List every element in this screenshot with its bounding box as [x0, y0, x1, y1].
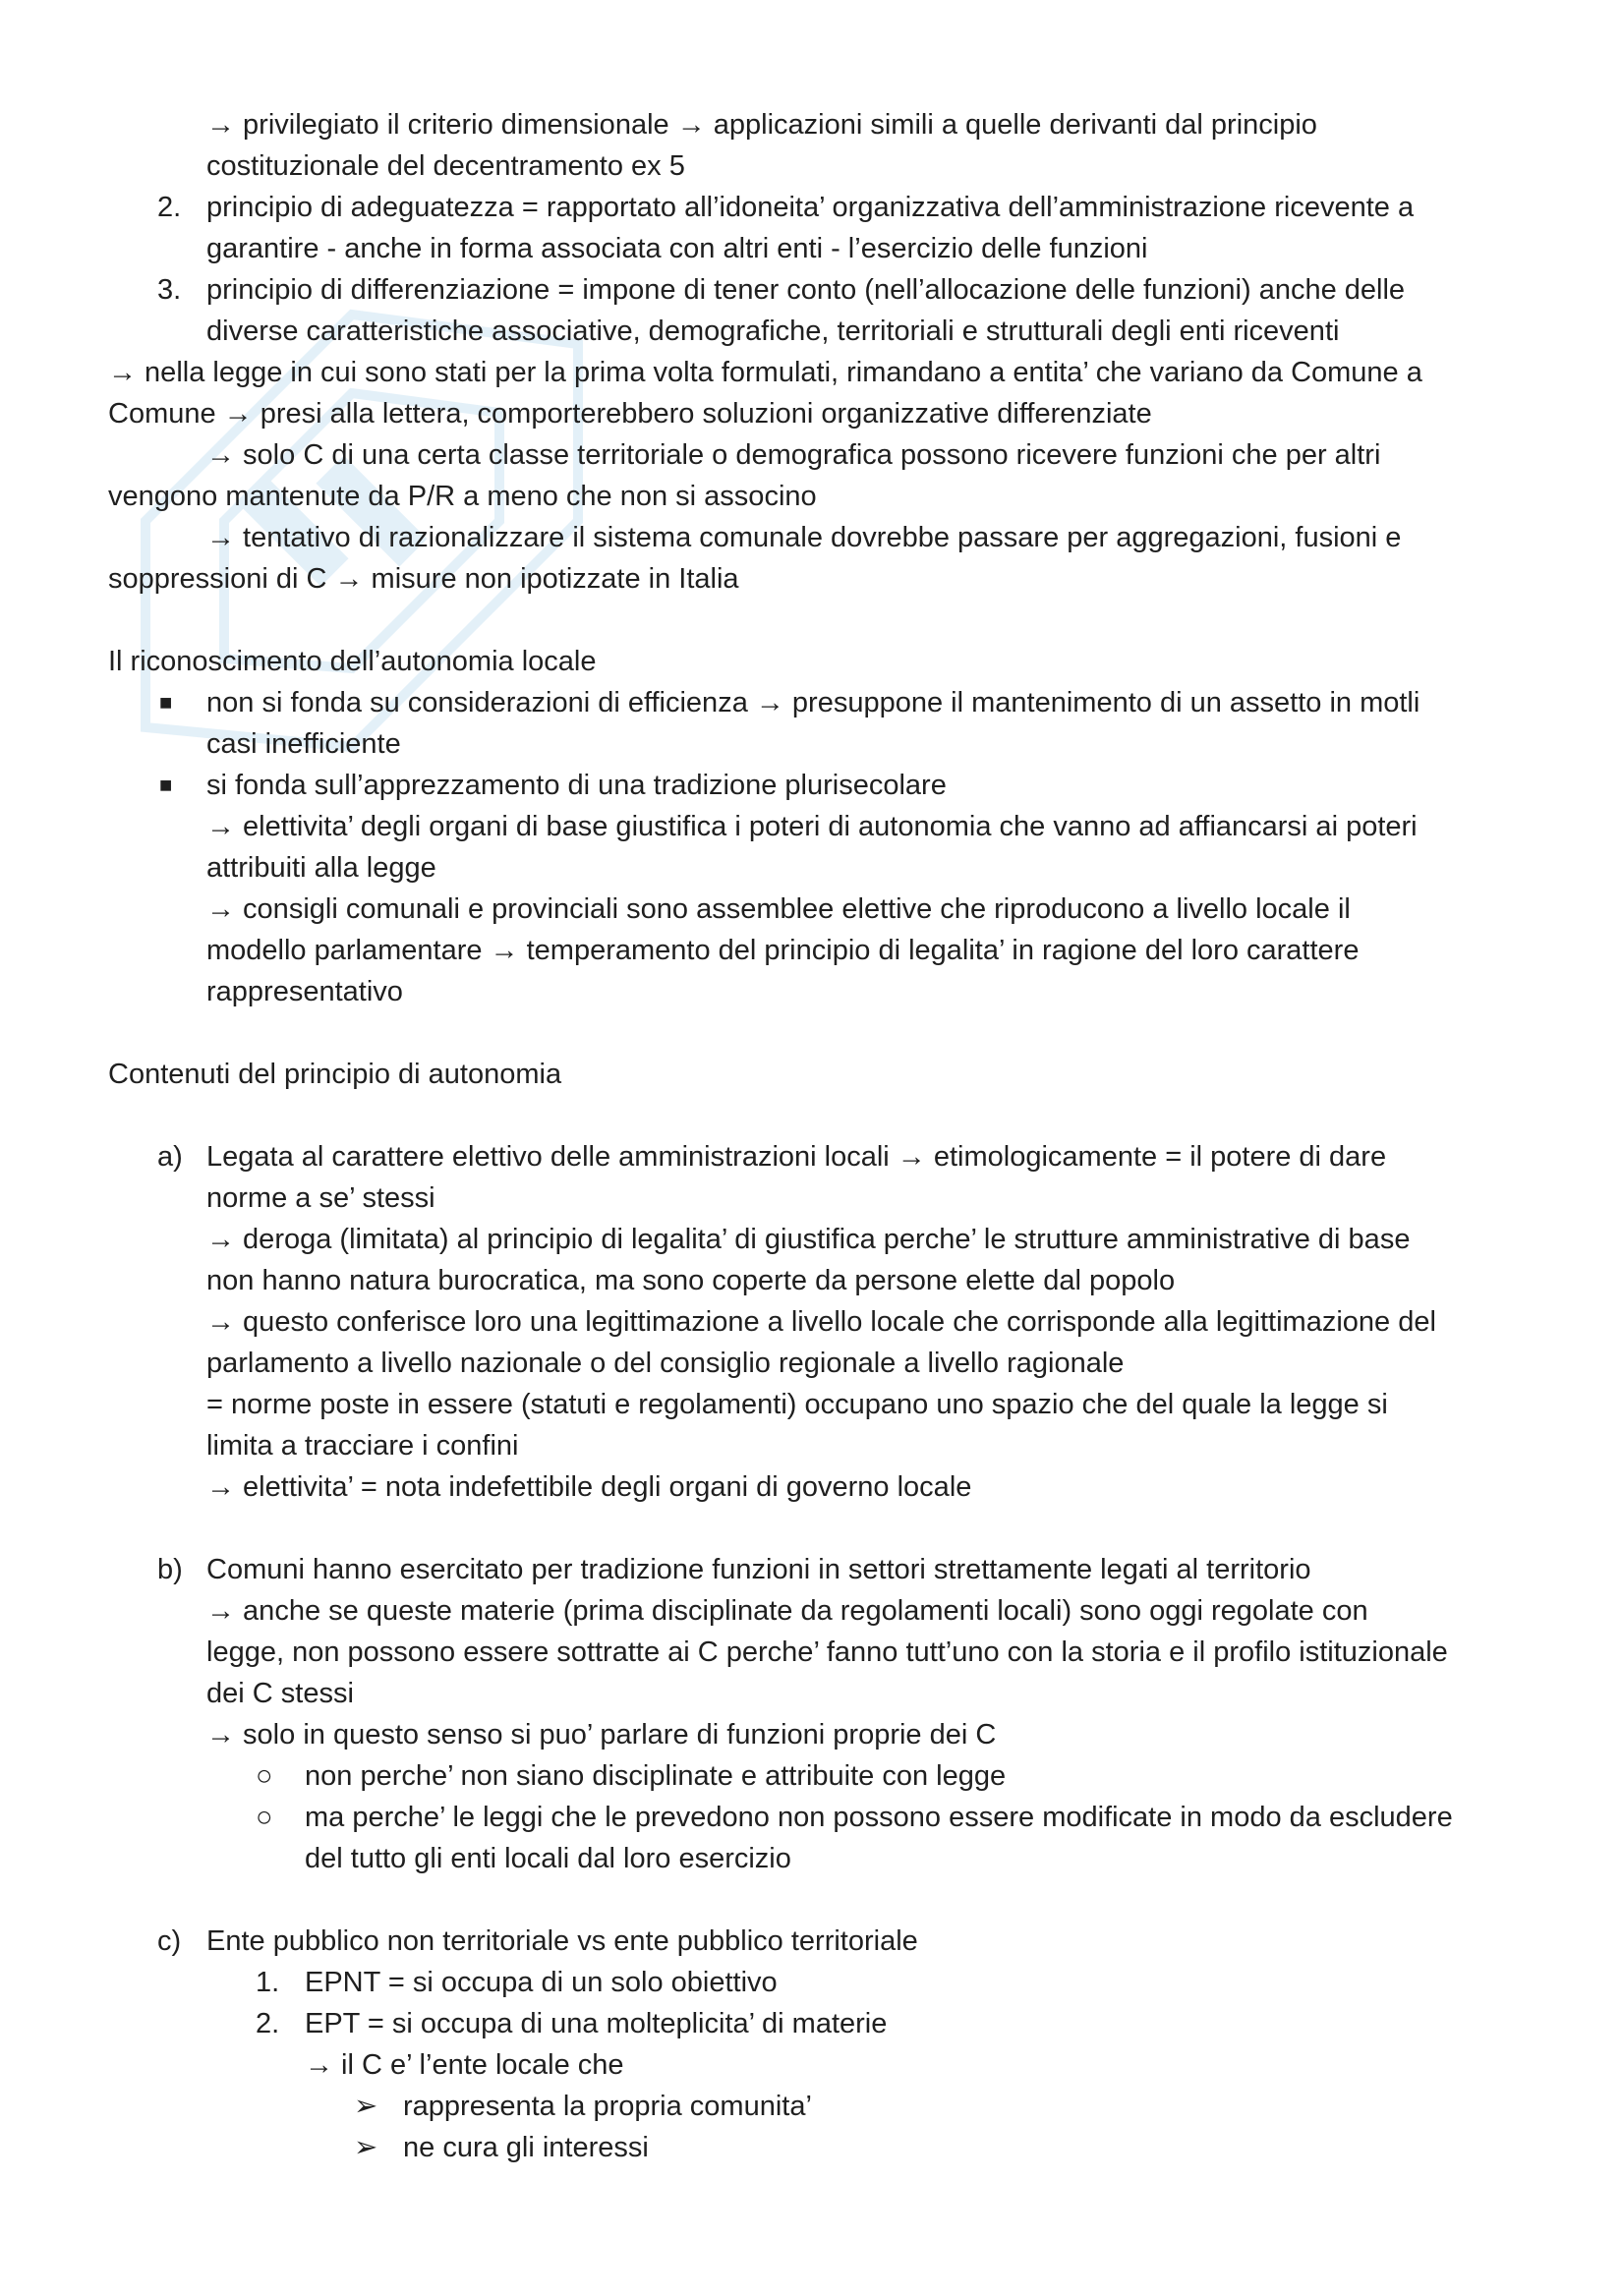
text-line: → tentativo di razionalizzare il sistema comunale dovrebbe passare per aggregazioni, fusioni e: [206, 522, 1402, 553]
text-line: rappresentativo: [206, 976, 403, 1007]
text-line: costituzionale del decentramento ex 5: [206, 150, 685, 182]
text-line: → privilegiato il criterio dimensionale → applicazioni simili a quelle derivanti dal principio: [206, 109, 1317, 141]
list-item-text: ma perche’ le leggi che le prevedono non possono essere modificate in modo da escludere: [305, 1802, 1453, 1833]
text-line: → solo in questo senso si puo’ parlare di funzioni proprie dei C: [206, 1719, 997, 1751]
list-item: [108, 2003, 1534, 2044]
list-marker: 2.: [157, 192, 182, 223]
list-item: [108, 1962, 1534, 2003]
list-item: [108, 2127, 1534, 2168]
text-line: limita a tracciare i confini: [206, 1430, 519, 1462]
text-line: casi inefficiente: [206, 728, 401, 760]
list-marker: 2.: [256, 2008, 280, 2039]
text-line: Comune → presi alla lettera, comporterebbero soluzioni organizzative differenziate: [108, 398, 1152, 430]
list-item-text: ne cura gli interessi: [403, 2132, 649, 2163]
bullet-circle-icon: ○: [256, 1760, 273, 1792]
list-item-text: principio di differenziazione = impone di tener conto (nell’allocazione delle funzioni) anche delle: [206, 274, 1406, 306]
text-line: soppressioni di C → misure non ipotizzate in Italia: [108, 563, 739, 595]
bullet-arrow-icon: ➢: [354, 2132, 378, 2163]
text-line: attribuiti alla legge: [206, 852, 436, 884]
text-line: legge, non possono essere sottratte ai C perche’ fanno tutt’uno con la storia e il profilo istituzionale: [206, 1636, 1448, 1668]
list-item: [108, 187, 1534, 228]
list-item: [108, 682, 1534, 723]
text-line: → elettivita’ degli organi di base giustifica i poteri di autonomia che vanno ad affiancarsi ai poteri: [206, 811, 1418, 842]
text-line: diverse caratteristiche associative, demografiche, territoriali e strutturali degli enti riceventi: [206, 316, 1340, 347]
bullet-square-icon: ■: [159, 690, 173, 715]
text-line: → anche se queste materie (prima disciplinate da regolamenti locali) sono oggi regolate con: [206, 1595, 1368, 1627]
list-item-text: Legata al carattere elettivo delle amministrazioni locali → etimologicamente = il potere di dare: [206, 1141, 1387, 1173]
list-marker: 1.: [256, 1967, 280, 1998]
text-line: → nella legge in cui sono stati per la prima volta formulati, rimandano a entita’ che variano da Comune a: [108, 357, 1422, 388]
list-item: [108, 2086, 1534, 2127]
text-line: garantire - anche in forma associata con altri enti - l’esercizio delle funzioni: [206, 233, 1148, 264]
list-item: [108, 765, 1534, 806]
list-item-text: rappresenta la propria comunita’: [403, 2091, 812, 2122]
list-item-text: principio di adeguatezza = rapportato all’idoneita’ organizzativa dell’amministrazione ricevente a: [206, 192, 1415, 223]
list-item: [108, 1136, 1534, 1177]
text-line: parlamento a livello nazionale o del consiglio regionale a livello ragionale: [206, 1348, 1125, 1379]
list-item-text: Ente pubblico non territoriale vs ente pubblico territoriale: [206, 1925, 918, 1957]
bullet-arrow-icon: ➢: [354, 2091, 378, 2122]
text-line: norme a se’ stessi: [206, 1182, 435, 1214]
list-item-text: EPNT = si occupa di un solo obiettivo: [305, 1967, 778, 1998]
list-item: [108, 1755, 1534, 1797]
list-item-text: Comuni hanno esercitato per tradizione funzioni in settori strettamente legati al territorio: [206, 1554, 1311, 1585]
list-marker: c): [157, 1925, 182, 1957]
document-page: [108, 104, 1534, 2168]
text-line: → consigli comunali e provinciali sono assemblee elettive che riproducono a livello locale il: [206, 893, 1351, 925]
bullet-square-icon: ■: [159, 773, 173, 797]
list-item-text: non si fonda su considerazioni di efficienza → presuppone il mantenimento di un assetto in motli: [206, 687, 1420, 718]
text-line: vengono mantenute da P/R a meno che non si associno: [108, 481, 817, 512]
text-line: modello parlamentare → temperamento del principio di legalita’ in ragione del loro carattere: [206, 935, 1360, 966]
list-marker: a): [157, 1141, 183, 1173]
list-item-text: non perche’ non siano disciplinate e attribuite con legge: [305, 1760, 1007, 1792]
text-line: → questo conferisce loro una legittimazione a livello locale che corrisponde alla legittimazione del: [206, 1306, 1436, 1338]
list-marker: b): [157, 1554, 183, 1585]
section-heading: Il riconoscimento dell’autonomia locale: [108, 646, 597, 677]
text-line: = norme poste in essere (statuti e regolamenti) occupano uno spazio che del quale la legge si: [206, 1389, 1388, 1420]
list-item-text: EPT = si occupa di una molteplicita’ di materie: [305, 2008, 888, 2039]
list-item: [108, 269, 1534, 311]
list-item: [108, 1797, 1534, 1838]
text-line: → il C e’ l’ente locale che: [305, 2049, 624, 2081]
list-item: [108, 1549, 1534, 1590]
list-marker: 3.: [157, 274, 182, 306]
list-item: [108, 1921, 1534, 1962]
section-heading: Contenuti del principio di autonomia: [108, 1059, 562, 1090]
text-line: del tutto gli enti locali dal loro esercizio: [305, 1843, 791, 1874]
text-line: non hanno natura burocratica, ma sono coperte da persone elette dal popolo: [206, 1265, 1176, 1296]
list-item-text: si fonda sull’apprezzamento di una tradizione plurisecolare: [206, 770, 947, 801]
text-line: → deroga (limitata) al principio di legalita’ di giustifica perche’ le strutture amministrative di base: [206, 1224, 1411, 1255]
text-line: → elettivita’ = nota indefettibile degli organi di governo locale: [206, 1471, 972, 1503]
text-line: → solo C di una certa classe territoriale o demografica possono ricevere funzioni che per altri: [206, 439, 1381, 471]
text-line: dei C stessi: [206, 1678, 354, 1709]
bullet-circle-icon: ○: [256, 1802, 273, 1833]
